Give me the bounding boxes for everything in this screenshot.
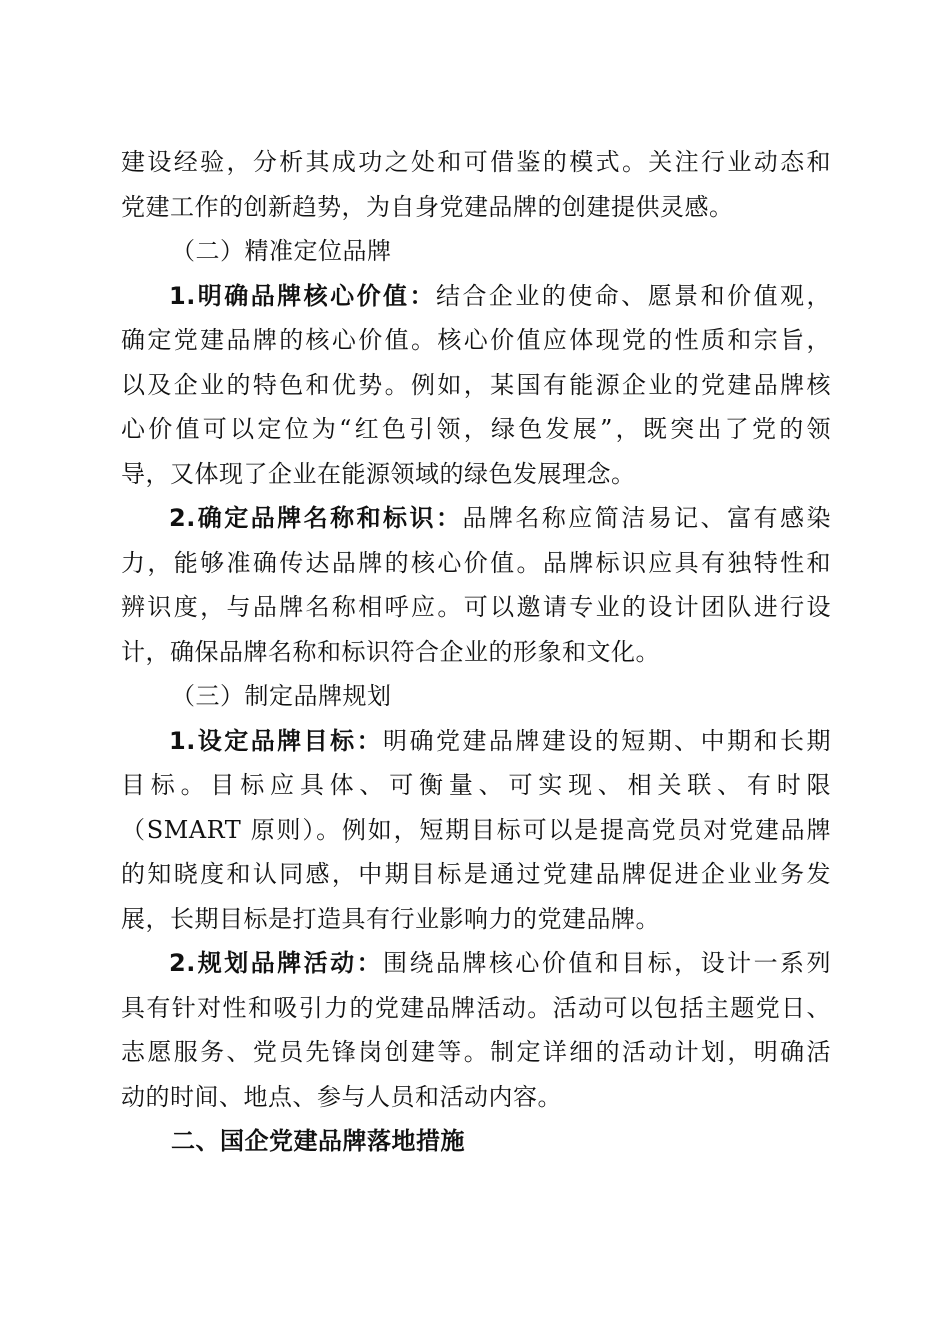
body-line: 计，确保品牌名称和标识符合企业的形象和文化。 — [121, 637, 660, 666]
body-line: 目标。目标应具体、可衡量、可实现、相关联、有时限 — [121, 771, 831, 799]
paragraph-1-first-line — [121, 274, 831, 319]
paragraph-3-rest: 明确党建品牌建设的短期、中期和长期 — [383, 726, 831, 755]
document-body — [121, 140, 831, 1164]
paragraph-4-rest: 围绕品牌核心价值和目标，设计一系列 — [383, 949, 831, 977]
body-line: 以及企业的特色和优势。例如，某国有能源企业的党建品牌核 — [121, 370, 831, 399]
chapter-heading: 二、国企党建品牌落地措施 — [171, 1127, 465, 1155]
body-line: 党建工作的创新趋势，为自身党建品牌的创建提供灵感。 — [121, 192, 734, 221]
body-line: 力，能够准确传达品牌的核心价值。品牌标识应具有独特性和 — [121, 548, 831, 577]
body-line: 辨识度，与品牌名称相呼应。可以邀请专业的设计团队进行设 — [121, 593, 831, 621]
body-line: 动的时间、地点、参与人员和活动内容。 — [121, 1082, 562, 1111]
paragraph-2-first-line — [121, 496, 831, 541]
paragraph-3-first-line — [121, 719, 831, 764]
section-heading-3: （三）制定品牌规划 — [171, 682, 392, 710]
body-line: 心价值可以定位为“红色引领，绿色发展”，既突出了党的领 — [121, 415, 831, 443]
body-line: 的知晓度和认同感，中期目标是通过党建品牌促进企业业务发 — [121, 860, 831, 888]
body-line: 志愿服务、党员先锋岗创建等。制定详细的活动计划，明确活 — [121, 1038, 831, 1066]
section-heading-2: （二）精准定位品牌 — [171, 237, 392, 265]
paragraph-2-lead: 2.确定品牌名称和标识： — [169, 504, 463, 532]
paragraph-2-rest: 品牌名称应简洁易记、富有感染 — [462, 504, 831, 532]
body-line: 导，又体现了企业在能源领域的绿色发展理念。 — [121, 459, 636, 488]
body-line: （SMART 原则）。例如，短期目标可以是提高党员对党建品牌 — [121, 815, 831, 844]
paragraph-4-lead: 2.规划品牌活动： — [169, 949, 384, 977]
body-line: 确定党建品牌的核心价值。核心价值应体现党的性质和宗旨， — [121, 326, 831, 354]
body-line: 展，长期目标是打造具有行业影响力的党建品牌。 — [121, 904, 660, 933]
body-line: 建设经验，分析其成功之处和可借鉴的模式。关注行业动态和 — [121, 148, 831, 176]
body-line: 具有针对性和吸引力的党建品牌活动。活动可以包括主题党日、 — [121, 993, 831, 1022]
paragraph-1-rest: 结合企业的使命、愿景和价值观， — [435, 281, 831, 310]
paragraph-4-first-line — [121, 941, 831, 986]
paragraph-1-lead: 1.明确品牌核心价值： — [169, 281, 436, 310]
paragraph-3-lead: 1.设定品牌目标： — [169, 726, 384, 755]
